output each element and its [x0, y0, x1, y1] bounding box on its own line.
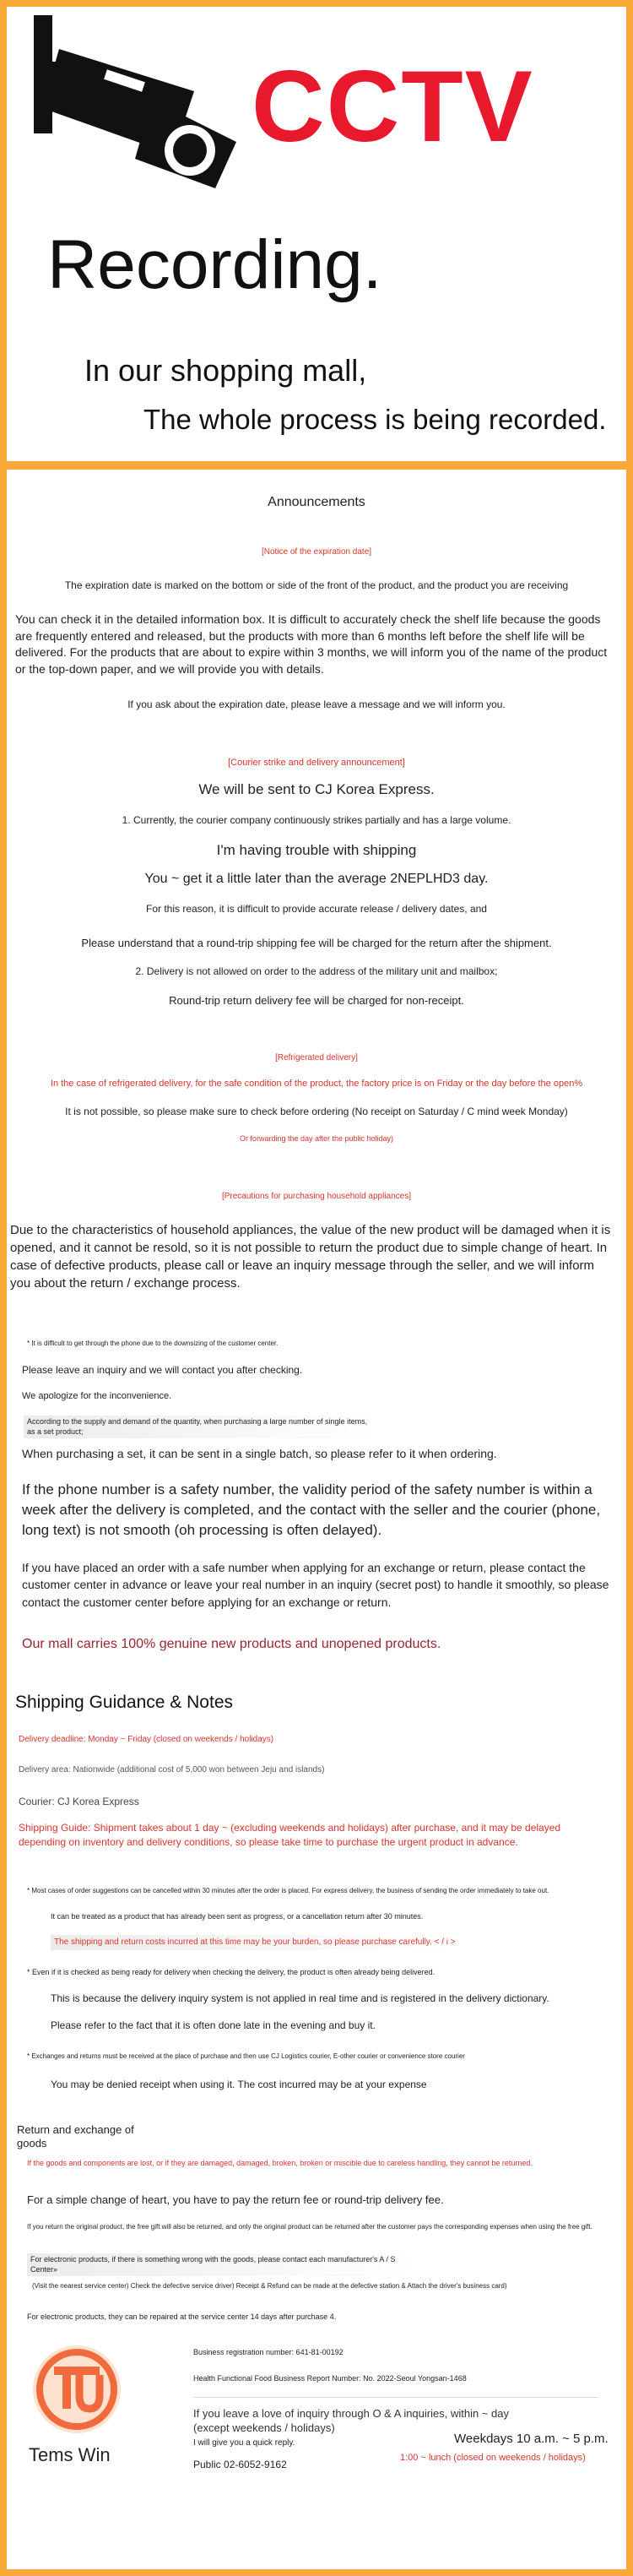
- refrigerated-line-3: Or forwarding the day after the public holiday): [239, 1134, 394, 1143]
- announcements-title: Announcements: [268, 495, 365, 509]
- return-rule-2: For a simple change of heart, you have to pay the return fee or round-trip delivery fee.: [27, 2193, 444, 2206]
- shipping-note-7: * Exchanges and returns must be received at the place of purchase and then use CJ Logistics courier, E-other courier or convenience store courier: [27, 2052, 465, 2060]
- public-phone: Public 02-6052-9162: [193, 2459, 287, 2470]
- misc-note-7: If you have placed an order with a safe number when applying for an exchange or return, please contact the customer center in advance or leave your real number in an inquiry (secret post) to handle it smoothly, so please contact the customer center before applying for an exchange or return.: [22, 1561, 609, 1609]
- courier-line-2: 1. Currently, the courier company continuously strikes partially and has a large volume.: [122, 814, 511, 826]
- banner-line-1: In our shopping mall,: [84, 353, 367, 388]
- expiration-text-1: The expiration date is marked on the bottom or side of the front of the product, and the product you are receiving: [64, 579, 569, 591]
- refrigerated-line-1: In the case of refrigerated delivery, for the safe condition of the product, the factory price is on Friday or the day before the open%: [50, 1079, 583, 1089]
- notice-panel: [7, 470, 626, 2569]
- courier-line-6: Please understand that a round-trip shipping fee will be charged for the return after the shipment.: [81, 937, 552, 949]
- return-rule-3: If you return the original product, the free gift will also be returned, and only the original product can be returned after the customer pays the corresponding expenses when using the free gift.: [27, 2223, 592, 2231]
- shipping-note-4: * Even if it is checked as being ready for delivery when checking the delivery, the product is often already being delivered.: [27, 1968, 436, 1976]
- shipping-note-1: * Most cases of order suggestions can be cancelled within 30 minutes after the order is placed. For express delivery, the business of sending the order immediately to take out.: [27, 1887, 549, 1894]
- return-rule-5: (Visit the nearest service center) Check the defective service driver) Receipt & Refund can be made at the defective station & Attach the driver's business card): [32, 2282, 507, 2290]
- shipping-deadline: Delivery deadline: Monday ~ Friday (closed on weekends / holidays): [19, 1735, 274, 1744]
- cctv-camera-icon: [25, 15, 245, 193]
- brand-name: Tems Win: [29, 2444, 111, 2465]
- inquiry-note: If you leave a love of inquiry through O & A inquiries, within ~ day (except weekends / holidays): [193, 2407, 509, 2434]
- shipping-note-2: It can be treated as a product that has already been sent as progress, or a cancellation return after 30 minutes.: [51, 1912, 424, 1921]
- expiration-tag: [Notice of the expiration date]: [261, 547, 372, 557]
- cctv-title: CCTV: [252, 50, 534, 163]
- courier-tag: [Courier strike and delivery announcement]: [228, 758, 405, 768]
- shipping-guide: Shipping Guide: Shipment takes about 1 day ~ (excluding weekends and holidays) after purchase, and it may be delayed depending on inventory and delivery conditions, so please take time to purchase the urgent product in advance.: [19, 1822, 561, 1848]
- genuine-products-notice: Our mall carries 100% genuine new products and unopened products.: [22, 1637, 441, 1651]
- lunch-hours: 1:00 ~ lunch (closed on weekends / holidays): [400, 2453, 586, 2463]
- courier-line-7: 2. Delivery is not allowed on order to the address of the military unit and mailbox;: [135, 965, 498, 977]
- banner-line-2: The whole process is being recorded.: [143, 404, 607, 435]
- weekday-hours: Weekdays 10 a.m. ~ 5 p.m.: [454, 2432, 609, 2446]
- courier-line-3: I'm having trouble with shipping: [216, 842, 417, 858]
- courier-line-1: We will be sent to CJ Korea Express.: [198, 781, 435, 797]
- return-rule-6: For electronic products, they can be repaired at the service center 14 days after purchase 4.: [27, 2312, 337, 2321]
- shipping-title: Shipping Guidance & Notes: [15, 1693, 233, 1712]
- courier-line-4: You ~ get it a little later than the average 2NEPLHD3 day.: [144, 872, 489, 886]
- expiration-text-3: If you ask about the expiration date, please leave a message and we will inform you.: [127, 698, 506, 710]
- business-registration: Business registration number: 641-81-00192: [193, 2348, 344, 2356]
- inquiry-reply: I will give you a quick reply.: [193, 2438, 295, 2448]
- shipping-note-8: You may be denied receipt when using it. The cost incurred may be at your expense: [51, 2079, 427, 2090]
- return-rule-1: If the goods and components are lost, or if they are damaged, damaged, broken, broken or miscible due to careless handling, they cannot be returned.: [27, 2159, 533, 2167]
- misc-note-4: According to the supply and demand of the quantity, when purchasing a large number of single items, as a set product;: [24, 1416, 378, 1438]
- shipping-area: Delivery area: Nationwide (additional cost of 5,000 won between Jeju and islands): [19, 1765, 325, 1774]
- misc-note-3: We apologize for the inconvenience.: [22, 1391, 172, 1401]
- misc-note-1: * It is difficult to get through the phone due to the downsizing of the customer center.: [27, 1340, 279, 1347]
- refrigerated-tag: [Refrigerated delivery]: [275, 1053, 358, 1062]
- courier-line-8: Round-trip return delivery fee will be charged for non-receipt.: [169, 994, 464, 1007]
- expiration-text-2: You can check it in the detailed information box. It is difficult to accurately check the shelf life because the goods are frequently entered and released, but the products with more than 6 months left before the shelf life will be delivered. For the products that are about to expire within 3 months, we will inform you of the name of the product or the top-down paper, and we will provide you with details.: [15, 612, 608, 676]
- shipping-note-6: Please refer to the fact that it is often done late in the evening and buy it.: [51, 2019, 376, 2031]
- appliances-tag: [Precautions for purchasing household appliances]: [221, 1192, 412, 1201]
- misc-note-2: Please leave an inquiry and we will contact you after checking.: [22, 1364, 303, 1376]
- shipping-note-3: The shipping and return costs incurred at this time may be your burden, so please purchase carefully. < / i >: [51, 1935, 459, 1950]
- shipping-courier: Courier: CJ Korea Express: [19, 1796, 139, 1807]
- tems-win-logo: [30, 2343, 123, 2436]
- appliances-text: Due to the characteristics of household appliances, the value of the new product will be damaged when it is opened, and it cannot be resold, so it is not possible to return the product due to simple change of heart. In case of defective products, please call or leave an inquiry message through the seller, and we will inform you about the return / exchange process.: [10, 1223, 611, 1291]
- misc-note-6: If the phone number is a safety number, the validity period of the safety number is within a week after the delivery is completed, and the contact with the seller and the courier (phone, long text) is not smooth (oh processing is often delayed).: [22, 1481, 601, 1539]
- misc-note-5: When purchasing a set, it can be sent in a single batch, so please refer to it when ordering.: [22, 1447, 497, 1460]
- cctv-banner: [7, 7, 626, 461]
- return-rule-4: For electronic products, if there is something wrong with the goods, please contact each manufacturer's A / S Center»: [27, 2253, 415, 2276]
- recording-heading: Recording.: [47, 226, 382, 303]
- shipping-note-5: This is because the delivery inquiry system is not applied in real time and is registered in the delivery dictionary.: [51, 1992, 549, 2004]
- health-food-report-number: Health Functional Food Business Report Number: No. 2022-Seoul Yongsan-1468: [193, 2374, 467, 2383]
- returns-title: Return and exchange of goods: [17, 2123, 134, 2150]
- courier-line-5: For this reason, it is difficult to provide accurate release / delivery dates, and: [146, 903, 487, 915]
- refrigerated-line-2: It is not possible, so please make sure to check before ordering (No receipt on Saturday / C mind week Monday): [65, 1106, 568, 1117]
